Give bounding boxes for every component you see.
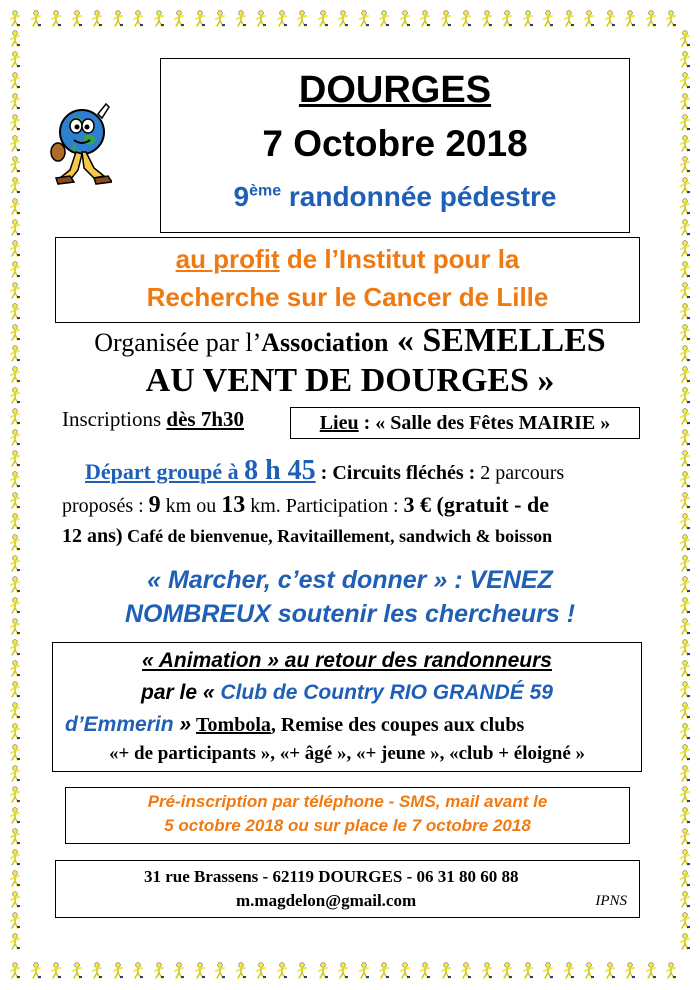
tombola-label: Tombola: [196, 714, 271, 736]
date-text: 7 Octobre 2018: [262, 123, 528, 164]
prereg-text-1: Pré-inscription par téléphone - SMS, mail avant le: [147, 792, 548, 811]
walker-border-icon: [8, 135, 22, 153]
contact-address: [144, 867, 518, 887]
free-age: 12 ans): [62, 525, 123, 547]
registration-label: Inscriptions: [62, 407, 167, 431]
walker-border-icon: [8, 198, 22, 216]
walker-border-icon: [131, 10, 145, 28]
walker-border-icon: [398, 10, 412, 28]
organizer-assoc-word: Association: [261, 328, 389, 357]
walker-border-icon: [8, 933, 22, 951]
walker-border-icon: [459, 10, 473, 28]
walker-border-icon: [8, 765, 22, 783]
walker-border-icon: [678, 261, 692, 279]
walker-border-icon: [418, 10, 432, 28]
organizer-line1: [0, 322, 700, 360]
registration-line: [62, 407, 244, 432]
walker-border-icon: [254, 10, 268, 28]
walker-border-icon: [439, 962, 453, 980]
walker-border-icon: [678, 744, 692, 762]
walker-border-icon: [8, 72, 22, 90]
walker-border-icon: [8, 786, 22, 804]
walker-border-icon: [623, 10, 637, 28]
walker-border-icon: [316, 962, 330, 980]
walker-border-icon: [582, 962, 596, 980]
walker-border-icon: [8, 10, 22, 28]
email-text: m.magdelon@gmail.com: [236, 891, 417, 910]
trophies-text: , Remise des coupes aux clubs: [270, 714, 525, 736]
beneficiary-line2-text: Recherche sur le Cancer de Lille: [146, 282, 549, 312]
walker-border-icon: [8, 303, 22, 321]
walker-border-icon: [8, 639, 22, 657]
globe-hiker-mascot: [50, 92, 112, 192]
walker-border-icon: [8, 702, 22, 720]
walker-border-icon: [678, 30, 692, 48]
walker-border-icon: [8, 450, 22, 468]
slogan-text-2: NOMBREUX soutenir les chercheurs !: [124, 600, 576, 628]
departure-line3: [62, 525, 552, 548]
animation-line4: [53, 743, 641, 765]
beneficiary-line1: [56, 244, 639, 275]
walker-border-icon: [377, 10, 391, 28]
walker-border-icon: [603, 962, 617, 980]
walker-border-icon: [678, 72, 692, 90]
walker-border-icon: [678, 240, 692, 258]
walker-border-icon: [8, 471, 22, 489]
walker-border-icon: [29, 962, 43, 980]
walker-border-icon: [603, 10, 617, 28]
circuits-value: 2 parcours: [475, 462, 565, 484]
walker-border-icon: [8, 828, 22, 846]
walker-border-icon: [8, 429, 22, 447]
walker-border-icon: [213, 10, 227, 28]
walker-border-icon: [234, 10, 248, 28]
walker-border-icon: [678, 807, 692, 825]
prereg-text-2: 5 octobre 2018 ou sur place le 7 octobre 2018: [164, 816, 531, 835]
walker-border-icon: [678, 702, 692, 720]
title-box: [160, 58, 630, 233]
walker-border-icon: [678, 849, 692, 867]
organizer-prefix: Organisée par l’: [94, 328, 262, 357]
walker-border-icon: [8, 492, 22, 510]
walker-border-icon: [562, 10, 576, 28]
walker-border-icon: [480, 10, 494, 28]
walker-border-icon: [8, 156, 22, 174]
edition-text: randonnée pédestre: [281, 181, 557, 212]
event-date: [161, 123, 629, 165]
ipns-text: IPNS: [595, 893, 627, 909]
walker-border-icon: [172, 962, 186, 980]
walker-border-icon: [29, 10, 43, 28]
walker-border-icon: [644, 10, 658, 28]
walker-border-icon: [111, 962, 125, 980]
walker-border-icon: [678, 282, 692, 300]
walker-border-icon: [678, 828, 692, 846]
walker-border-icon: [70, 962, 84, 980]
walker-border-icon: [8, 408, 22, 426]
walker-border-icon: [678, 639, 692, 657]
participation-label: km. Participation :: [245, 495, 404, 517]
walker-border-icon: [8, 744, 22, 762]
amenities-text: Café de bienvenue, Ravitaillement, sandwich & boisson: [122, 526, 553, 546]
walker-border-icon: [678, 51, 692, 69]
club-close-quote: »: [173, 713, 192, 736]
town-title: [161, 69, 629, 112]
walker-border-icon: [8, 849, 22, 867]
walker-border-icon: [480, 962, 494, 980]
prereg-line1: [66, 792, 629, 812]
walker-border-icon: [8, 513, 22, 531]
walker-border-icon: [678, 114, 692, 132]
place-box: [290, 407, 640, 439]
animation-box: [52, 642, 642, 772]
walker-border-icon: [678, 135, 692, 153]
walker-border-icon: [678, 303, 692, 321]
departure-time: 8 h 45: [244, 455, 316, 486]
walker-border-icon: [678, 492, 692, 510]
walker-border-icon: [316, 10, 330, 28]
walker-border-icon: [8, 807, 22, 825]
club-town: d’Emmerin: [65, 713, 174, 736]
walker-border-icon: [678, 723, 692, 741]
preregistration-box: [65, 787, 630, 844]
edition-line: [161, 181, 629, 213]
walker-border-icon: [459, 962, 473, 980]
departure-colon: :: [315, 462, 328, 484]
walker-border-icon: [8, 962, 22, 980]
walker-border-icon: [678, 660, 692, 678]
registration-time: dès 7h30: [166, 407, 245, 431]
walker-border-icon: [678, 177, 692, 195]
walker-border-icon: [275, 10, 289, 28]
walker-border-icon: [8, 891, 22, 909]
walker-border-icon: [678, 534, 692, 552]
contact-email: [236, 891, 416, 911]
walker-border-icon: [8, 219, 22, 237]
walker-border-icon: [8, 30, 22, 48]
walker-border-icon: [623, 962, 637, 980]
club-name: Club de Country RIO GRANDÉ 59: [220, 681, 553, 704]
walker-border-icon: [664, 10, 678, 28]
walker-border-icon: [8, 660, 22, 678]
walker-border-icon: [8, 912, 22, 930]
walker-border-icon: [193, 10, 207, 28]
walker-border-icon: [678, 219, 692, 237]
walker-border-icon: [336, 962, 350, 980]
place-label: Lieu: [319, 412, 359, 434]
walker-border-icon: [8, 114, 22, 132]
animation-prefix: par le «: [141, 681, 221, 704]
trophy-categories: «+ de participants », «+ âgé », «+ jeune », «club + éloigné »: [108, 743, 586, 764]
walker-border-icon: [8, 240, 22, 258]
walker-border-icon: [678, 429, 692, 447]
beneficiary-box: [55, 237, 640, 323]
walker-border-icon: [8, 261, 22, 279]
animation-line3: [65, 713, 524, 737]
walker-border-icon: [213, 962, 227, 980]
walker-border-icon: [562, 962, 576, 980]
walker-border-icon: [439, 10, 453, 28]
walker-border-icon: [678, 870, 692, 888]
walker-border-icon: [8, 93, 22, 111]
walker-border-icon: [111, 10, 125, 28]
walker-border-icon: [8, 534, 22, 552]
walker-border-icon: [357, 10, 371, 28]
walker-border-icon: [193, 962, 207, 980]
address-text: 31 rue Brassens - 62119 DOURGES - 06 31 80 60 88: [144, 867, 519, 886]
walker-border-icon: [8, 51, 22, 69]
walker-border-icon: [500, 10, 514, 28]
distance-or: km ou: [160, 495, 222, 517]
walker-border-icon: [678, 765, 692, 783]
walker-border-icon: [90, 10, 104, 28]
beneficiary-prefix: au profit: [175, 244, 280, 274]
walker-border-icon: [336, 10, 350, 28]
walker-border-icon: [152, 962, 166, 980]
walker-border-icon: [644, 962, 658, 980]
walker-border-icon: [70, 10, 84, 28]
walker-border-icon: [500, 962, 514, 980]
contact-box: [55, 860, 640, 918]
animation-title: « Animation » au retour des randonneurs: [142, 649, 552, 672]
walker-border-icon: [275, 962, 289, 980]
animation-line2: [53, 681, 641, 705]
walker-border-icon: [664, 962, 678, 980]
walker-border-icon: [521, 962, 535, 980]
edition-number: 9: [233, 181, 250, 212]
walker-border-icon: [8, 870, 22, 888]
circuits-label: Circuits fléchés :: [327, 462, 476, 484]
organizer-line2: [0, 362, 700, 400]
slogan-line2: [0, 600, 700, 629]
walker-border-icon: [541, 962, 555, 980]
distance-2: 13: [221, 492, 246, 518]
walker-border-icon: [152, 10, 166, 28]
walker-border-icon: [678, 681, 692, 699]
edition-suffix: ème: [249, 182, 282, 200]
organizer-name-line1: « SEMELLES: [388, 322, 606, 359]
organizer-name-line2: AU VENT DE DOURGES »: [145, 362, 555, 399]
town-text: DOURGES: [298, 69, 492, 111]
walker-border-icon: [49, 10, 63, 28]
walker-border-icon: [521, 10, 535, 28]
walker-border-icon: [678, 408, 692, 426]
walker-border-icon: [234, 962, 248, 980]
walker-border-icon: [582, 10, 596, 28]
walker-border-icon: [541, 10, 555, 28]
walker-border-icon: [8, 723, 22, 741]
beneficiary-line2: [56, 282, 639, 313]
departure-line2: [62, 492, 549, 519]
walker-border-icon: [678, 93, 692, 111]
walker-border-icon: [357, 962, 371, 980]
walker-border-icon: [295, 10, 309, 28]
walker-border-icon: [172, 10, 186, 28]
participation-price: 3 € (gratuit - de: [403, 492, 549, 517]
walker-border-icon: [49, 962, 63, 980]
walker-border-icon: [377, 962, 391, 980]
walker-border-icon: [678, 156, 692, 174]
walker-border-icon: [678, 450, 692, 468]
walker-border-icon: [131, 962, 145, 980]
animation-line1: [53, 649, 641, 673]
distance-1: 9: [148, 492, 161, 518]
proposed-label: proposés :: [62, 495, 149, 517]
place-value: : « Salle des Fêtes MAIRIE »: [358, 412, 611, 434]
walker-border-icon: [678, 933, 692, 951]
walker-border-icon: [678, 198, 692, 216]
beneficiary-line1-rest: de l’Institut pour la: [279, 244, 520, 274]
walker-border-icon: [678, 786, 692, 804]
walker-border-icon: [418, 962, 432, 980]
slogan-text-1: « Marcher, c’est donner » : VENEZ: [147, 566, 553, 594]
walker-border-icon: [678, 513, 692, 531]
walker-border-icon: [398, 962, 412, 980]
walker-border-icon: [8, 282, 22, 300]
walker-border-icon: [678, 891, 692, 909]
walker-border-icon: [295, 962, 309, 980]
walker-border-icon: [678, 912, 692, 930]
walker-border-icon: [254, 962, 268, 980]
prereg-line2: [66, 816, 629, 836]
walker-border-icon: [8, 681, 22, 699]
departure-line1: [85, 455, 564, 487]
departure-label: Départ groupé à: [85, 459, 245, 484]
walker-border-icon: [90, 962, 104, 980]
walker-border-icon: [8, 177, 22, 195]
slogan-line1: [0, 566, 700, 595]
ipns-label: [595, 893, 627, 910]
walker-border-icon: [678, 471, 692, 489]
